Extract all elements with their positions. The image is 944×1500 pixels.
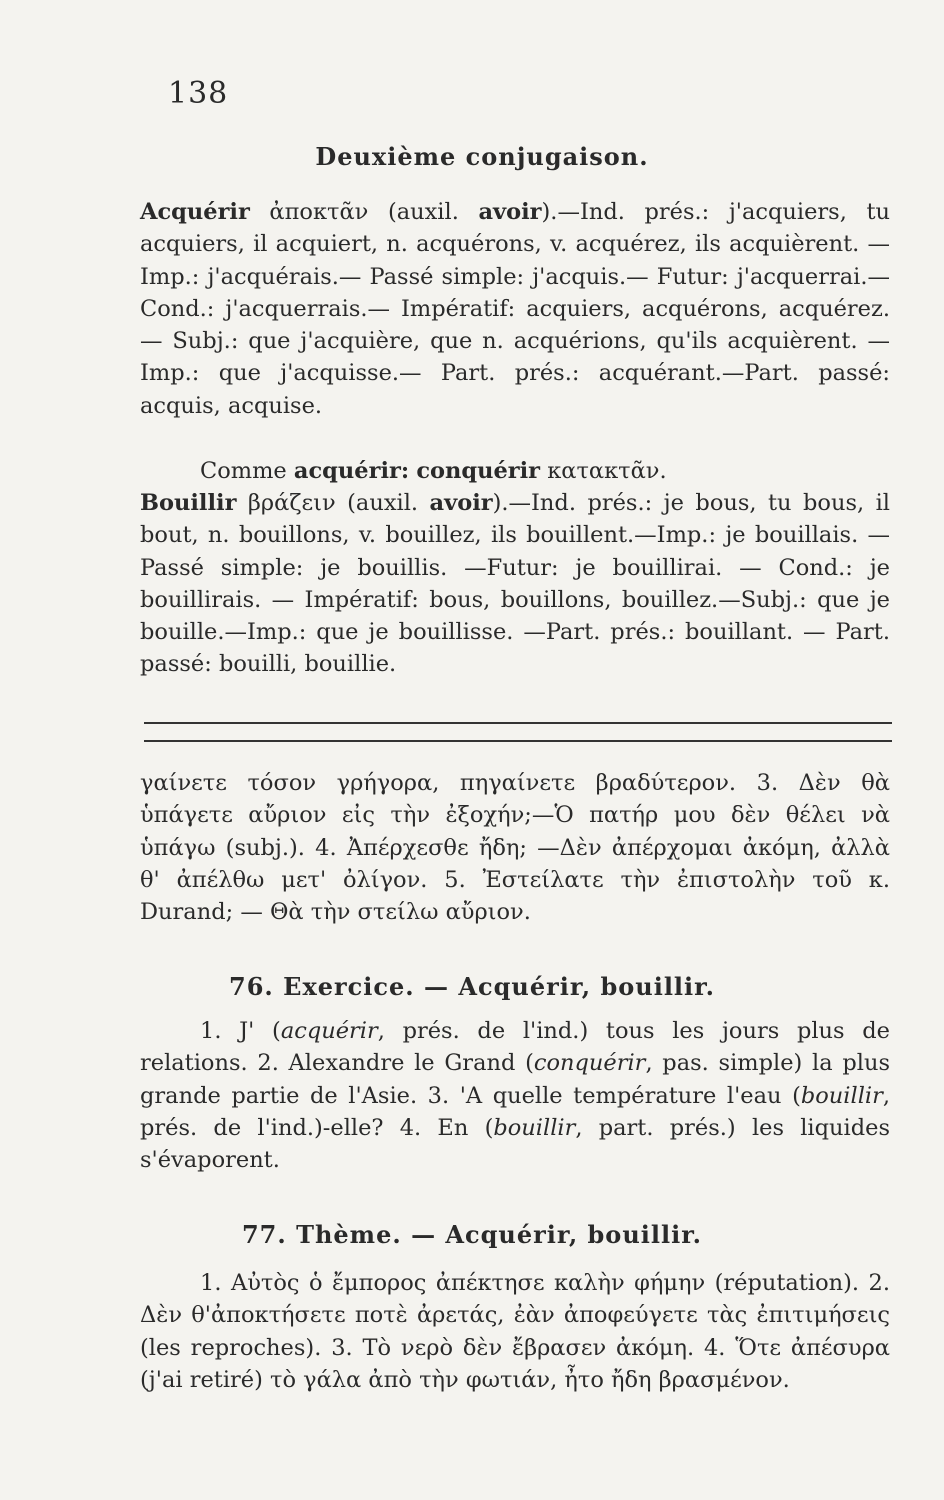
bouillir-auxil-word: avoir [429,490,493,516]
acquerir-greek: ἀποκτᾶν [269,199,369,225]
exercise-76-part-3: , pas. simple) la plus grande partie de l'Asie. 3. 'A quelle température l'eau ( [140,1050,890,1109]
acquerir-auxil-word: avoir [478,199,542,225]
theme-77-number: 77. [241,1220,287,1249]
exercise-76-number: 76. [229,972,274,1001]
section-title: Deuxième conjugaison. [315,142,649,171]
acquerir-headword: Acquérir [140,199,250,225]
bouillir-auxil-suffix: ). [492,490,509,516]
theme-77-words: — Acquérir, bouillir. [411,1220,703,1249]
acquerir-paragraph [140,196,890,422]
exercise-76-part-4: , prés. de l'ind.)-elle? 4. En ( [140,1082,890,1141]
exercise-76-title [0,972,944,1001]
bouillir-greek: βράζειν [247,490,336,516]
theme-77-body [140,1267,890,1396]
greek-continuation-text: γαίνετε τόσον γρήγορα, πηγαίνετε βραδύτερον. 3. Δὲν θὰ ὑπάγετε αὔριον εἰς τὴν ἐξοχήν;—Ὁ πατήρ μου δὲν θέλει νὰ ὑπάγω (subj.). 4. Ἀπέρχεσθε ἤδη; —Δὲν ἀπέρχομαι ἀκόμη, ἀλλὰ θ' ἀπέλθω μετ' ὀλίγον. 5. Ἐστείλατε τὴν ἐπιστολὴν τοῦ κ. Durand; — Θὰ τὴν στείλω αὔριον. [140,770,890,926]
comme-word-1: acquérir: [293,458,410,484]
divider-rule-upper [144,722,892,724]
comme-line [140,455,890,487]
greek-continuation-paragraph [140,767,890,928]
bouillir-paragraph [140,487,890,681]
exercise-76-verb-4: bouillir [493,1114,576,1141]
bouillir-auxil-prefix: (auxil. [347,490,430,516]
comme-word-2: conquérir [416,458,541,484]
exercise-76-body [140,1015,890,1176]
exercise-76-verb-3: bouillir [800,1082,883,1109]
divider-rule-lower [144,740,892,742]
acquerir-auxil-suffix: ). [541,199,558,225]
exercise-76-words: — Acquérir, bouillir. [424,972,715,1001]
comme-prefix: Comme [200,458,294,484]
bouillir-headword: Bouillir [140,490,237,516]
bouillir-conjugation: —Ind. prés.: je bous, tu bous, il bout, n. bouillons, v. bouillez, ils bouillent.—Imp.: je bouillais. — Passé simple: je bouillis. —Futur: je bouillirai. — Cond.: je bouillirais. — Impératif: bous, bouillons, bouillez.—Subj.: que je bouille.—Imp.: que je bouillisse. —Part. prés.: bouillant. — Part. passé: bouilli, bouillie. [140,490,890,678]
acquerir-conjugation: —Ind. prés.: j'acquiers, tu acquiers, il acquiert, n. acquérons, v. acquérez, ils acquièrent. — Imp.: j'acquérais.— Passé simple: j'acquis.— Futur: j'acquerrai.— Cond.: j'acquerrais.— Impératif: acquiers, acquérons, acquérez.— Subj.: que j'acquière, que n. acquérions, qu'ils acquièrent. — Imp.: que j'acquisse.— Part. prés.: acquérant.—Part. passé: acquis, acquise. [140,199,890,419]
comme-greek: κατακτᾶν. [547,458,667,484]
exercise-76-verb-1: acquérir [280,1018,378,1044]
acquerir-auxil-prefix: (auxil. [387,199,479,225]
exercise-76-part-2: , prés. de l'ind.) tous les jours plus de relations. 2. Alexandre le Grand ( [140,1018,890,1077]
exercise-76-part-1: 1. J' ( [200,1018,281,1044]
page-number: 138 [168,76,229,111]
exercise-76-label: Exercice. [283,972,415,1001]
exercise-76-verb-2: conquérir [533,1050,646,1077]
exercise-76-part-5: , part. prés.) les liquides s'évaporent. [140,1114,890,1174]
theme-77-label: Thème. [296,1220,402,1249]
theme-77-text: 1. Αὐτὸς ὁ ἔμπορος ἀπέκτησε καλὴν φήμην (réputation). 2. Δὲν θ'ἀποκτήσετε ποτὲ ἀρετάς, ἐὰν ἀποφεύγετε τὰς ἐπιτιμήσεις (les reproches). 3. Τὸ νερὸ δὲν ἔβρασεν ἀκόμη. 4. Ὅτε ἀπέσυρα (j'ai retiré) τὸ γάλα ἀπὸ τὴν φωτιάν, ἦτο ἤδη βρασμένον. [140,1270,890,1393]
theme-77-title [0,1220,944,1249]
